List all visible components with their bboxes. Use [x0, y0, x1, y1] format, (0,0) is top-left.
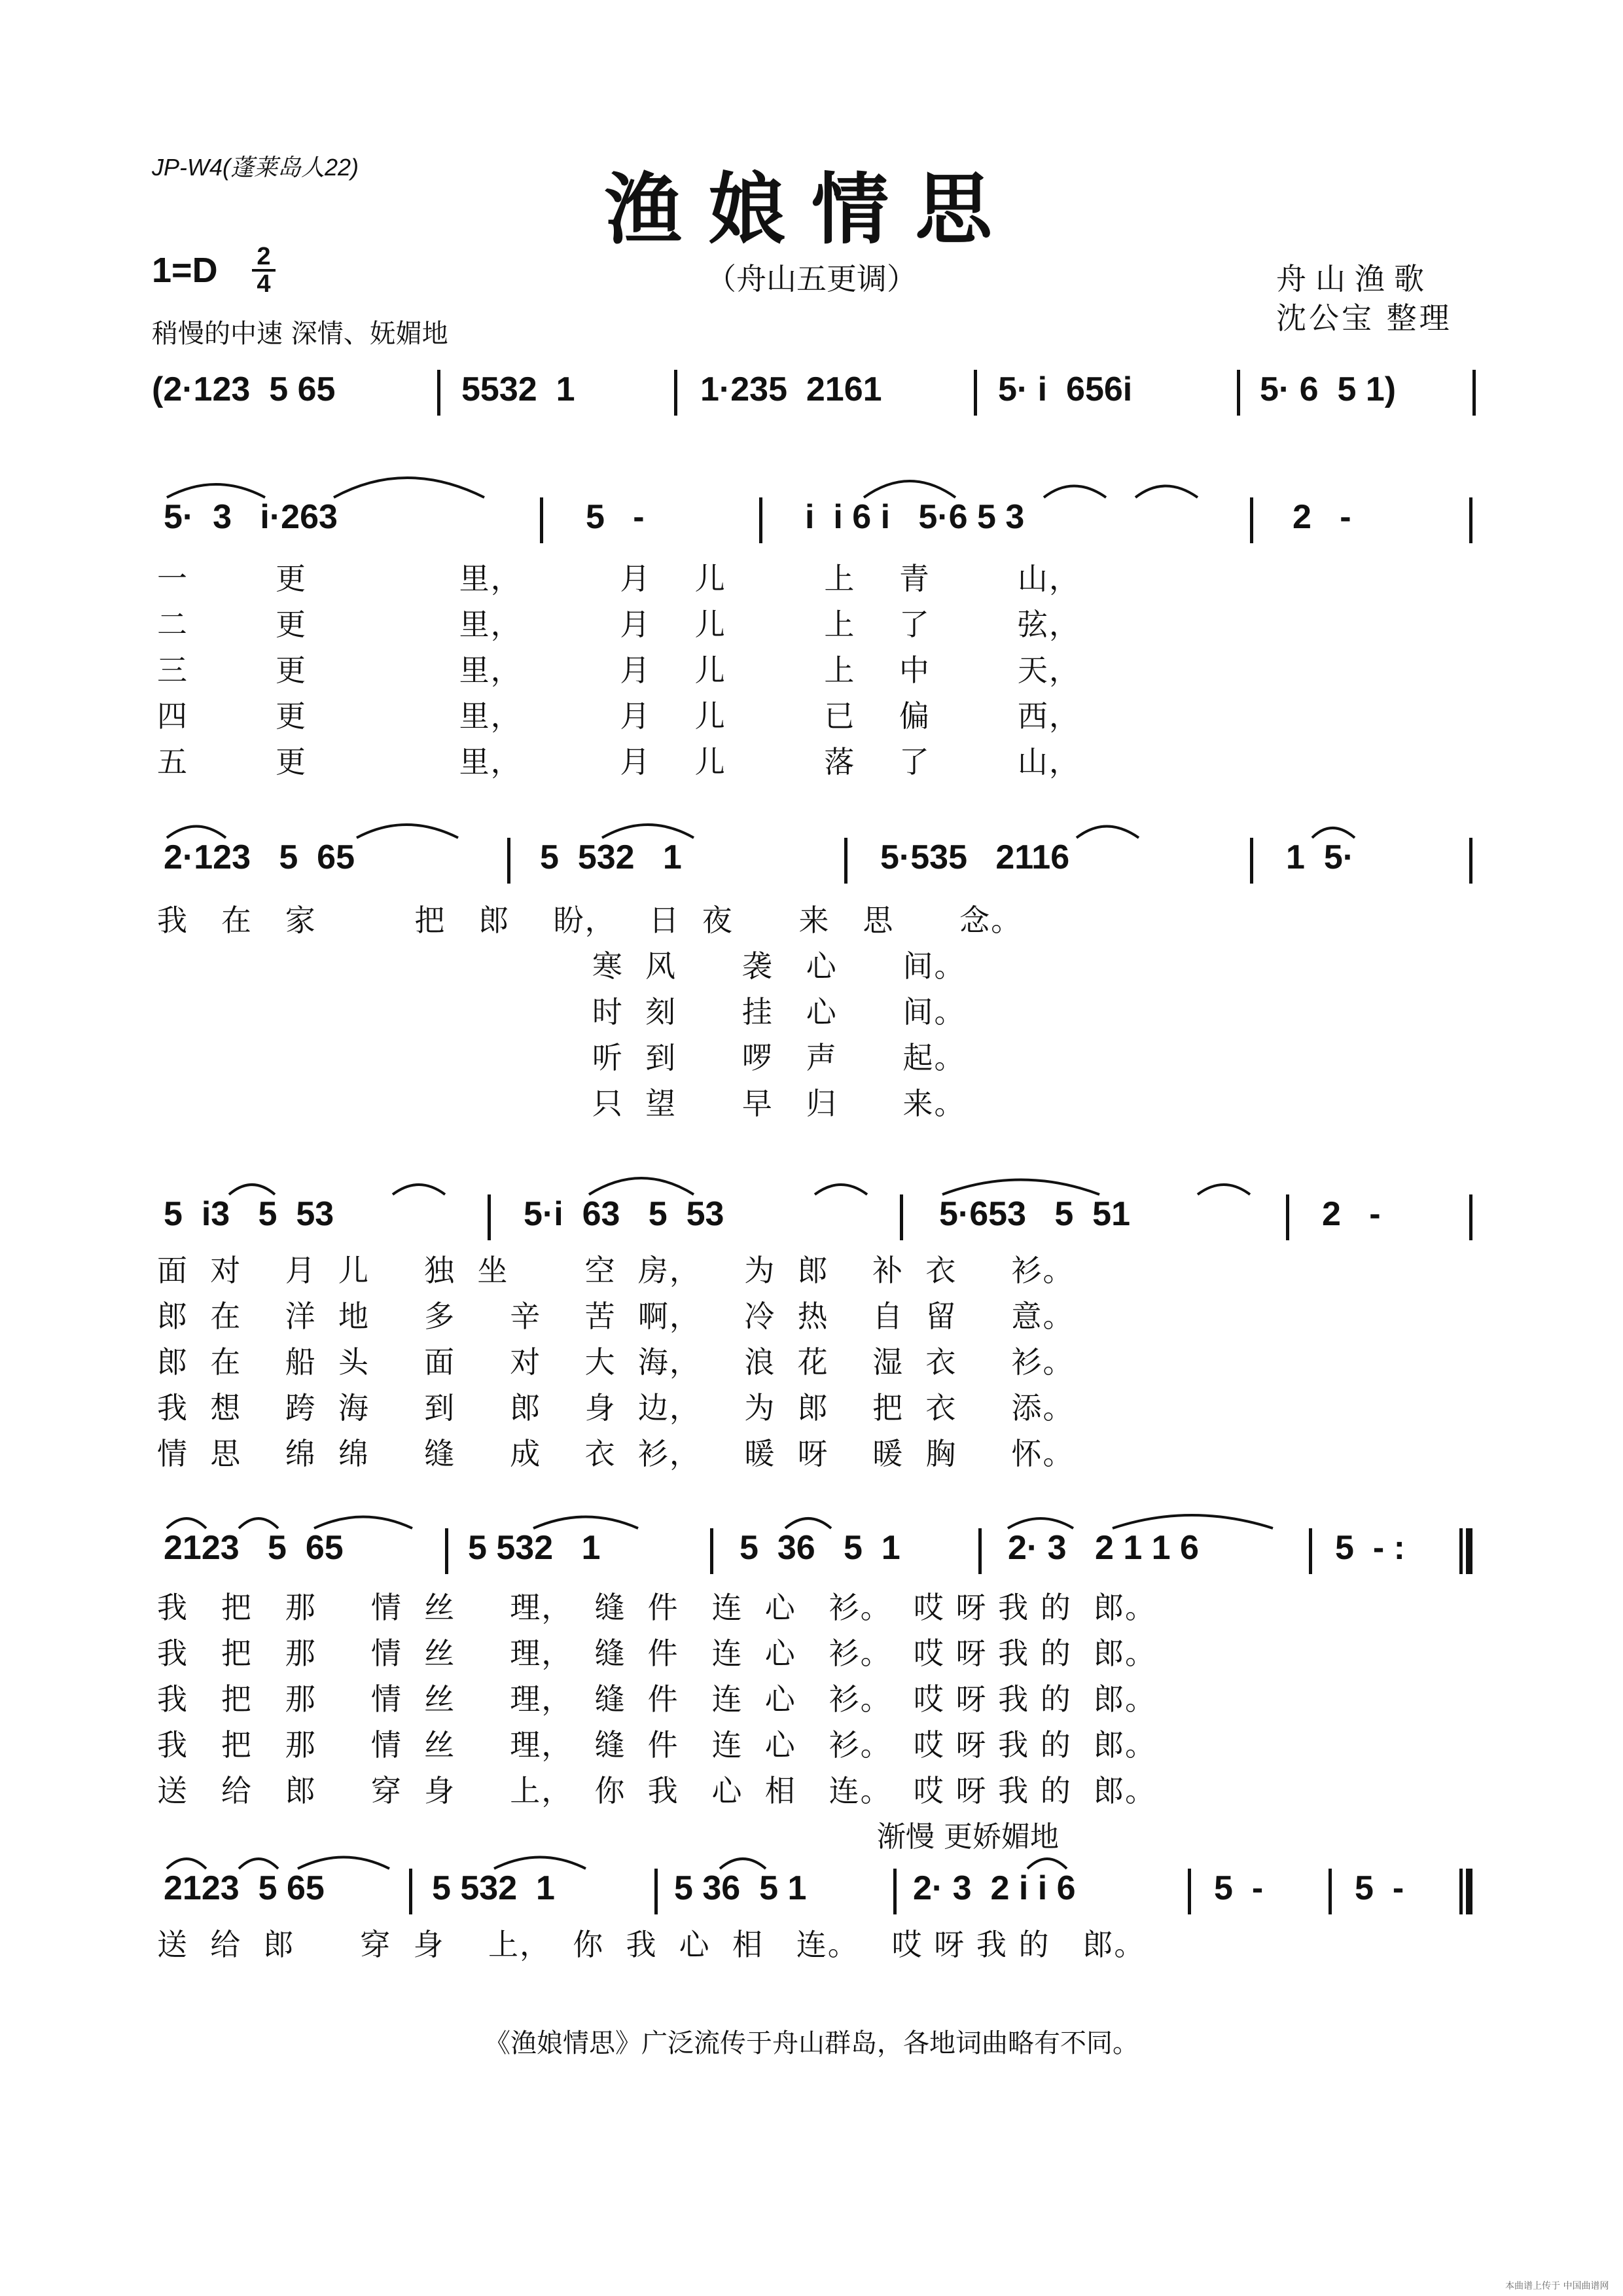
slur — [357, 825, 458, 838]
measure: 5· 6 5 1) — [1260, 370, 1397, 408]
slur — [314, 1517, 412, 1529]
slur — [393, 1185, 445, 1194]
slur — [167, 1518, 206, 1528]
lyric-line: 只 望 早 归 来。 — [157, 1086, 966, 1121]
slur — [1044, 486, 1106, 498]
measure: 2123 5 65 — [164, 1869, 325, 1907]
slur — [589, 1178, 694, 1194]
measure: 5 - — [1214, 1869, 1264, 1907]
slur — [1077, 827, 1139, 838]
lyric-line: 送 给 郎 穿 身 上， 你 我 心 相 连。 哎 呀 我 的 郎。 — [157, 1773, 1157, 1808]
lyric-line: 我 想 跨 海 到 郎 身 边， 为 郎 把 衣 添。 — [157, 1390, 1075, 1426]
measure: 1·235 2161 — [700, 370, 882, 408]
document-id: JP-W4(蓬莱岛人22) — [152, 154, 359, 181]
time-signature-bottom: 4 — [257, 270, 271, 298]
measure: 5 - — [1355, 1869, 1404, 1907]
expression-marking: 渐慢 更娇媚地 — [877, 1820, 1059, 1854]
slur — [533, 1517, 638, 1529]
lyric-line: 郎 在 船 头 面 对 大 海， 浪 花 湿 衣 衫。 — [157, 1344, 1075, 1380]
time-signature-top: 2 — [257, 243, 271, 270]
lyric-line: 二 更 里， 月 儿 上 了 弦， — [157, 607, 1080, 642]
lyric-line: 四 更 里， 月 儿 已 偏 西， — [157, 698, 1080, 734]
measure: (2·123 5 65 — [152, 370, 336, 408]
lyric-line: 送 给 郎 穿 身 上， 你 我 心 相 连。 哎 呀 我 的 郎。 — [157, 1927, 1146, 1962]
measure: 5·653 5 51 — [939, 1195, 1130, 1233]
subtitle: （舟山五更调） — [706, 261, 917, 296]
measure: 1 5· — [1286, 838, 1355, 876]
lyric-line: 我 把 那 情 丝 理， 缝 件 连 心 衫。 哎 呀 我 的 郎。 — [157, 1727, 1157, 1763]
song-title: 渔娘情思 — [604, 164, 1018, 255]
measure: 5 532 1 — [540, 838, 682, 876]
measure: 2 - — [1293, 498, 1351, 536]
slur — [334, 478, 484, 497]
upload-credit: 本曲谱上传于 中国曲谱网 — [1505, 2281, 1609, 2291]
measure: 5 36 5 1 — [674, 1869, 807, 1907]
slur — [1312, 828, 1355, 838]
measure: 5·535 2116 — [880, 838, 1070, 876]
slur — [1113, 1515, 1273, 1528]
lyric-line: 寒 风 袭 心 间。 — [157, 948, 966, 984]
slur — [239, 1859, 278, 1869]
lyric-line: 我 把 那 情 丝 理， 缝 件 连 心 衫。 哎 呀 我 的 郎。 — [157, 1590, 1157, 1625]
measure: 5· i 656i — [998, 370, 1133, 408]
measure: 2123 5 65 — [164, 1529, 344, 1567]
slur — [815, 1185, 867, 1194]
measure: 2· 3 2 i i 6 — [913, 1869, 1076, 1907]
measure: 5 i3 5 53 — [164, 1195, 334, 1233]
slur — [229, 1185, 275, 1194]
measure: 2·123 5 65 — [164, 838, 355, 876]
arranger: 沈公宝 整理 — [1276, 300, 1452, 336]
slur — [298, 1857, 389, 1869]
lyric-line: 时 刻 挂 心 间。 — [157, 994, 966, 1030]
slur — [864, 481, 955, 497]
slur — [494, 1857, 586, 1869]
measure: 2· 3 2 1 1 6 — [1008, 1529, 1199, 1567]
slur — [785, 1518, 831, 1528]
lyric-line: 听 到 啰 声 起。 — [157, 1040, 966, 1075]
slur — [1198, 1185, 1250, 1194]
measure: 2 - — [1322, 1195, 1381, 1233]
measure: 5 532 1 — [468, 1529, 601, 1567]
lyric-line: 一 更 里， 月 儿 上 青 山， — [157, 561, 1080, 596]
measure: 5·i 63 5 53 — [524, 1195, 724, 1233]
lyric-line: 面 对 月 儿 独 坐 空 房， 为 郎 补 衣 衫。 — [157, 1253, 1075, 1288]
slur — [1008, 1518, 1073, 1528]
measure: 5 36 5 1 — [740, 1529, 901, 1567]
measure: 5· 3 i·263 — [164, 498, 338, 536]
key-signature: 1=D — [152, 251, 218, 290]
slur — [239, 1518, 278, 1528]
footnote: 《渔娘情思》广泛流传于舟山群岛，各地词曲略有不同。 — [484, 2028, 1139, 2058]
measure: i i 6 i 5·6 5 3 — [805, 498, 1025, 536]
measure: 5532 1 — [461, 370, 575, 408]
lyric-line: 我 在 家 把 郎 盼， 日 夜 来 思 念。 — [157, 903, 1023, 938]
lyric-line: 三 更 里， 月 儿 上 中 天， — [157, 653, 1080, 688]
lyric-line: 我 把 那 情 丝 理， 缝 件 连 心 衫。 哎 呀 我 的 郎。 — [157, 1681, 1157, 1717]
slur — [167, 1859, 206, 1869]
slur — [167, 827, 226, 838]
slur — [167, 484, 265, 497]
lyric-line: 我 把 那 情 丝 理， 缝 件 连 心 衫。 哎 呀 我 的 郎。 — [157, 1636, 1157, 1671]
measure: 5 - — [586, 498, 645, 536]
slur — [1135, 486, 1198, 498]
tempo-marking: 稍慢的中速 深情、妩媚地 — [152, 319, 448, 349]
slur — [602, 825, 694, 838]
measure: 5 - : — [1335, 1529, 1405, 1567]
lyric-line: 五 更 里， 月 儿 落 了 山， — [157, 744, 1080, 780]
lyric-line: 情 思 绵 绵 缝 成 衣 衫， 暖 呀 暖 胸 怀。 — [157, 1436, 1075, 1471]
slur — [942, 1180, 1099, 1195]
slur — [1027, 1859, 1067, 1869]
composer: 舟山渔歌 — [1276, 261, 1433, 296]
slur — [720, 1859, 766, 1869]
lyric-line: 郎 在 洋 地 多 辛 苦 啊， 冷 热 自 留 意。 — [157, 1299, 1075, 1334]
measure: 5 532 1 — [432, 1869, 555, 1907]
